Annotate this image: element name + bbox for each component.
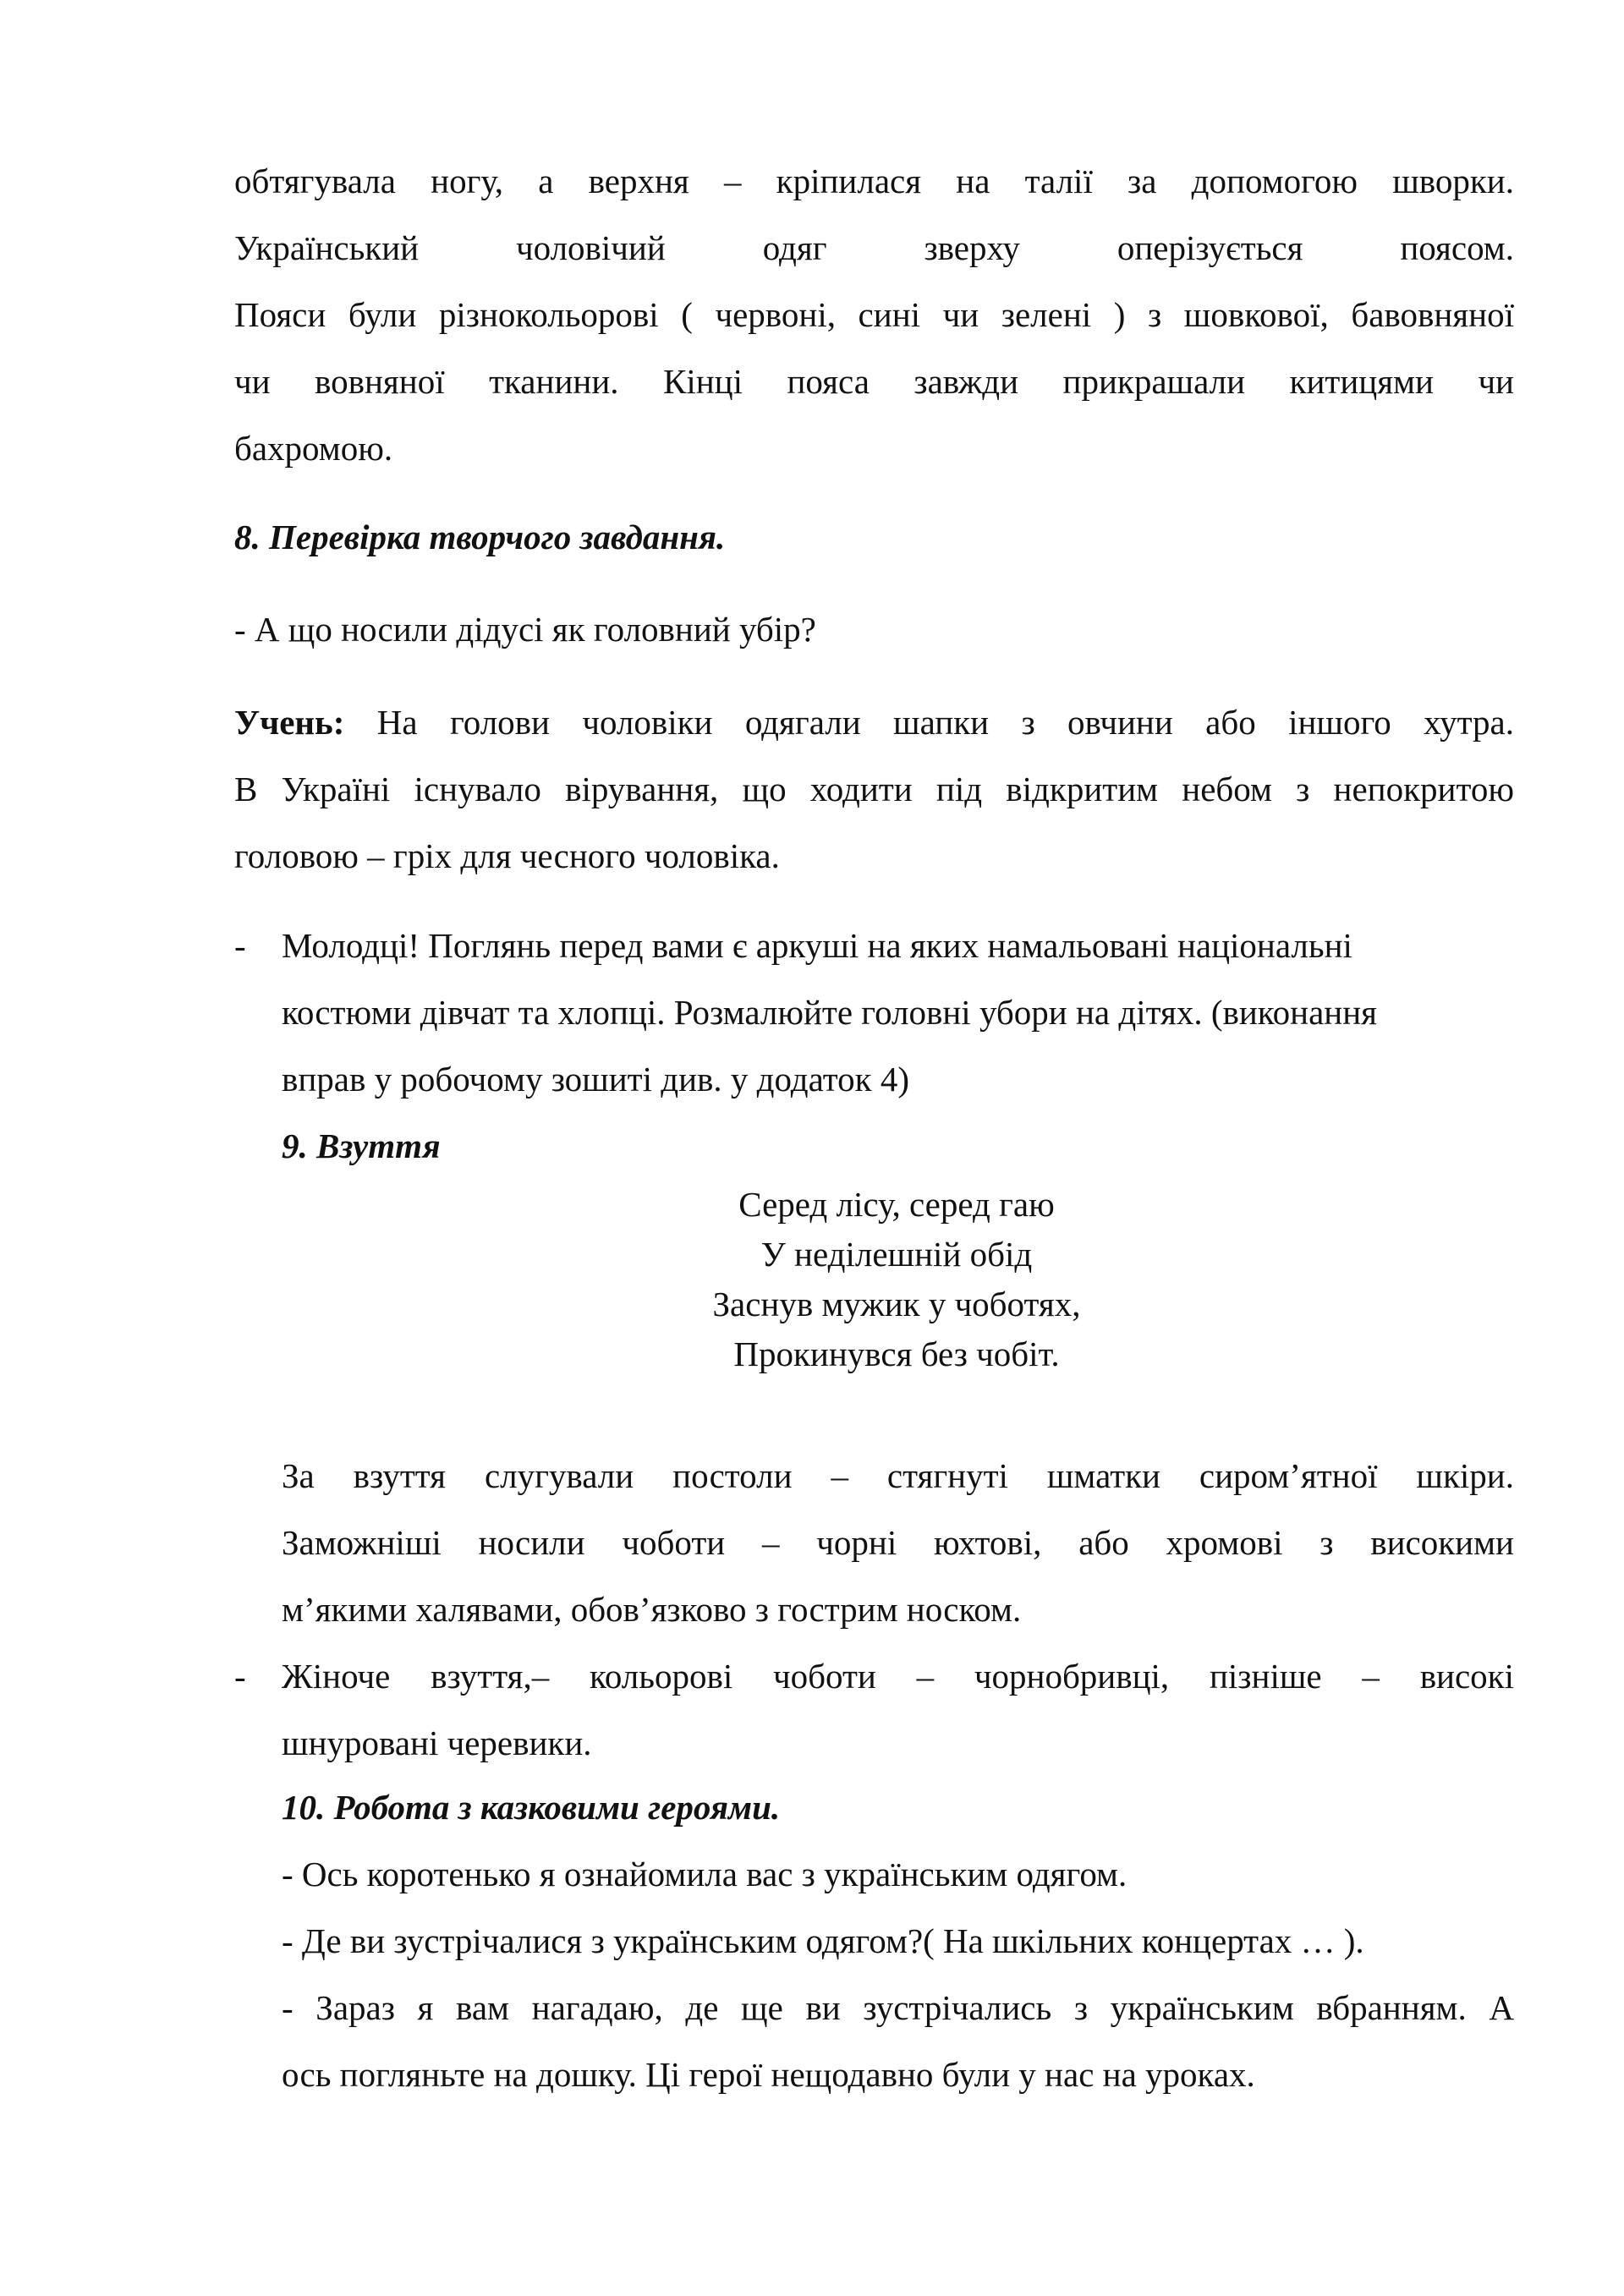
text-line: вправ у робочому зошиті див. у додаток 4) bbox=[282, 1060, 910, 1099]
text-line: Молодці! Поглянь перед вами є аркуші на яких намальовані національні bbox=[282, 926, 1352, 965]
text-line: - Зараз я вам нагадаю, де ще ви зустрічались з українським вбранням. А bbox=[282, 1988, 1514, 2027]
bullet-item-womens-footwear-end bbox=[282, 1710, 1514, 1777]
text-line: головою – гріх для чесного чоловіка. bbox=[234, 836, 780, 875]
student-label: Учень: bbox=[234, 703, 345, 742]
section-heading-8: 8. Перевірка творчого завдання. bbox=[234, 518, 726, 556]
section-heading-9: 9. Взуття bbox=[282, 1126, 441, 1165]
student-answer-end bbox=[234, 823, 1514, 890]
text-line bbox=[234, 689, 1514, 756]
text-line: Пояси були різнокольорові ( червоні, сині чи зелені ) з шовкової, бавовняної bbox=[234, 295, 1514, 334]
section-heading-10: 10. Робота з казковими героями. bbox=[282, 1788, 781, 1827]
text-line: чи вовняної тканини. Кінці пояса завжди прикрашали китицями чи bbox=[234, 362, 1514, 401]
question-line: - А що носили дідусі як головний убір? bbox=[234, 610, 816, 649]
poem-line: Серед лісу, серед гаю bbox=[738, 1185, 1055, 1224]
paragraph-footwear bbox=[282, 1443, 1514, 1576]
paragraph-belt-end bbox=[234, 415, 1514, 482]
text-line: шнуровані черевики. bbox=[282, 1723, 592, 1762]
text-line: Жіноче взуття,– кольорові чоботи – чорнобривці, пізніше – високі bbox=[282, 1657, 1514, 1696]
text-line: костюми дівчат та хлопці. Розмалюйте головні убори на дітях. (виконання bbox=[282, 993, 1378, 1032]
dialogue-line: - Ось коротенько я ознайомила вас з українським одягом. bbox=[282, 1855, 1127, 1893]
poem-line: Заснув мужик у чоботях, bbox=[712, 1285, 1081, 1323]
text-line: В Україні існувало вірування, що ходити під відкритим небом з непокритою bbox=[234, 770, 1514, 808]
bullet-item-coloring bbox=[282, 912, 1514, 1113]
dialogue-line bbox=[282, 1975, 1514, 2041]
text-line: обтягувала ногу, а верхня – кріпилася на талії за допомогою шворки. bbox=[234, 162, 1514, 200]
text-line: Український чоловічий одяг зверху оперізується поясом. bbox=[234, 228, 1514, 267]
student-text: На голови чоловіки одягали шапки з овчини або іншого хутра. bbox=[344, 703, 1514, 742]
text-line: бахромою. bbox=[234, 429, 393, 468]
poem-line: У неділешній обід bbox=[760, 1235, 1033, 1274]
poem bbox=[558, 1180, 1235, 1379]
paragraph-belt bbox=[234, 148, 1514, 415]
text-line: ось погляньте на дошку. Ці герої нещодавно були у нас на уроках. bbox=[282, 2055, 1255, 2094]
bullet-dash: - bbox=[234, 926, 246, 965]
student-answer bbox=[234, 689, 1514, 823]
dialogue-line: - Де ви зустрічалися з українським одягом?( На шкільних концертах … ). bbox=[282, 1921, 1364, 1960]
poem-line: Прокинувся без чобіт. bbox=[733, 1334, 1060, 1373]
text-line: За взуття слугували постоли – стягнуті шматки сиром’ятної шкіри. bbox=[282, 1456, 1514, 1495]
dialogue-line-end bbox=[282, 2041, 1514, 2108]
text-line: Заможніші носили чоботи – чорні юхтові, або хромові з високими bbox=[282, 1523, 1514, 1562]
bullet-item-womens-footwear bbox=[282, 1643, 1514, 1710]
bullet-dash: - bbox=[234, 1657, 246, 1696]
paragraph-footwear-end bbox=[282, 1576, 1514, 1643]
text-line: м’якими халявами, обов’язково з гострим носком. bbox=[282, 1590, 1022, 1629]
